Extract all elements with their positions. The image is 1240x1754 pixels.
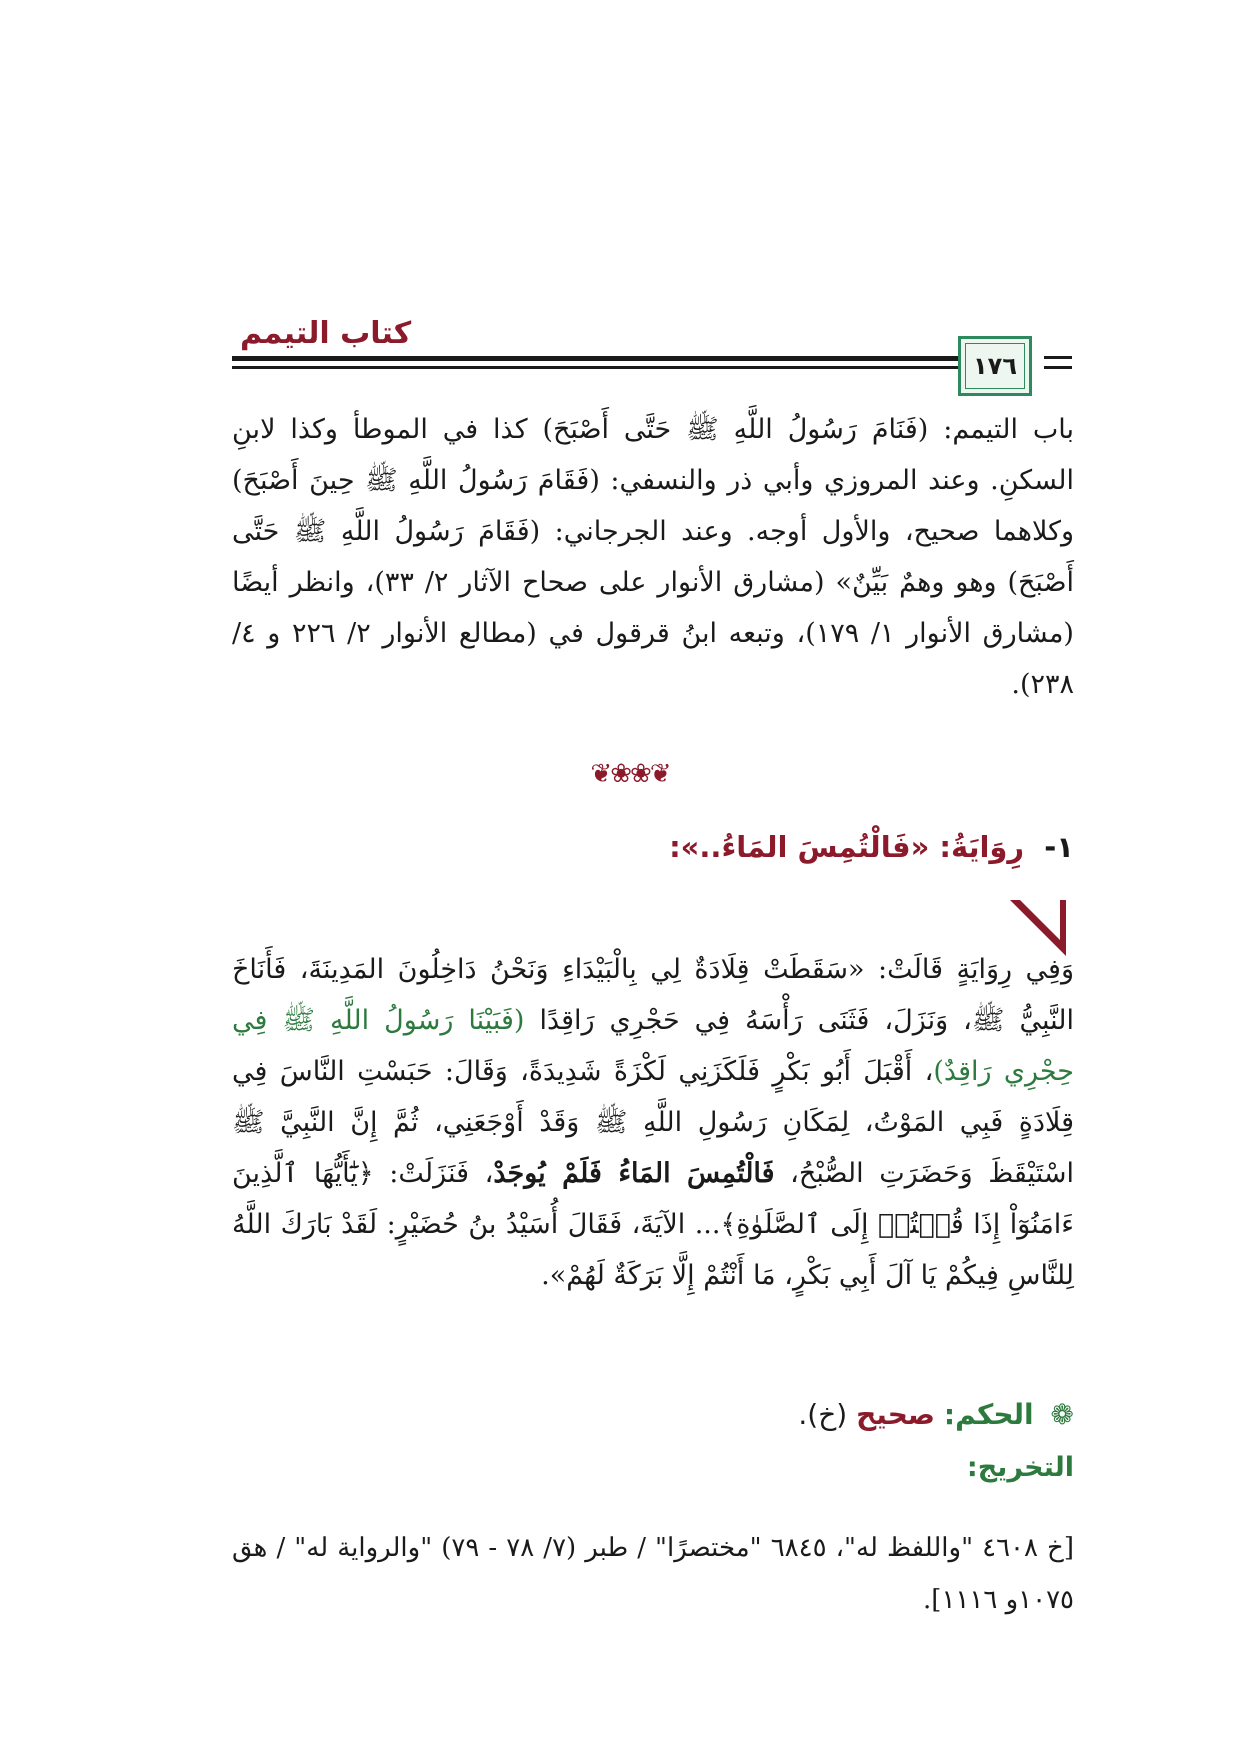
flower-icon: ❁: [1050, 1398, 1074, 1431]
header-rule-thin: [232, 366, 1024, 369]
section-number: ١-: [1044, 830, 1074, 864]
header-rule-right-thin: [1044, 366, 1072, 369]
takhrij-text: [خ ٤٦٠٨ "واللفظ له"، ٦٨٤٥ "مختصرًا" / طبر (٧/ ٧٨ - ٧٩) "والرواية له" / هق ١٠٧٥و ١١١٦].: [232, 1533, 1074, 1615]
takhrij-heading: التخريج:: [966, 1452, 1074, 1483]
hadith-text: [232, 944, 1074, 1301]
section-title: رِوَايَةُ: «فَالْتُمِسَ المَاءُ..»:: [669, 830, 1025, 864]
intro-paragraph: باب التيمم: (فَنَامَ رَسُولُ اللَّهِ ﷺ حَتَّى أَصْبَحَ) كذا في الموطأ وكذا لابنِ السكنِ. وعند المروزي وأبي ذر والنسفي: (فَقَامَ رَسُولُ اللَّهِ ﷺ حِينَ أَصْبَحَ) وكلاهما صحيح، والأول أوجه. وعند الجرجاني: (فَقَامَ رَسُولُ اللَّهِ ﷺ حَتَّى أَصْبَحَ) وهو وهمٌ بَيِّنٌ» (مشارق الأنوار على صحاح الآثار ٢/ ٣٣)، وانظر أيضًا (مشارق الأنوار ١/ ١٧٩)، وتبعه ابنُ قرقول في (مطالع الأنوار ٢/ ٢٢٦ و ٤/ ٢٣٨).: [232, 414, 1074, 700]
hadith-part-3: ، فَنَزَلَتْ: ﴿يَٰٓأَيُّهَا ٱلَّذِينَ ءَامَنُوٓاْ إِذَا قُمۡتُمۡ إِلَى ٱلصَّلَوٰةِ﴾... الآيَةَ، فَقَالَ أُسَيْدُ بنُ حُضَيْرٍ: لَقَدْ بَارَكَ اللَّهُ لِلنَّاسِ فِيكُمْ يَا آلَ أَبِي بَكْرٍ، مَا أَنْتُمْ إِلَّا بَرَكَةٌ لَهُمْ».: [232, 1158, 1074, 1291]
hadith-green-variant: (فَبَيْنَا رَسُولُ اللَّهِ ﷺ فِي حِجْرِي رَاقِدٌ): [232, 1005, 1074, 1087]
hadith-part-1: وَفِي رِوَايَةٍ قَالَتْ: «سَقَطَتْ قِلَادَةٌ لِي بِالْبَيْدَاءِ وَنَحْنُ دَاخِلُونَ المَدِينَةَ، فَأَنَاخَ النَّبِيُّ ﷺ، وَنَزَلَ، فَثَنَى رَأْسَهُ فِي حَجْرِي رَاقِدًا: [232, 954, 1074, 1036]
page-number-badge: [958, 336, 1032, 396]
ruling-value: صحيح: [856, 1398, 935, 1431]
header-rule-thick: [232, 356, 1024, 361]
hadith-bold-phrase: فَالْتُمِسَ المَاءُ فَلَمْ يُوجَدْ: [493, 1158, 775, 1189]
ruling-suffix: (خ).: [798, 1398, 857, 1431]
ruling-label: الحكم:: [943, 1398, 1034, 1431]
ruling-line: [798, 1398, 1074, 1431]
header-rule-right-thick: [1044, 356, 1072, 359]
chapter-title: كتاب التيمم: [240, 316, 412, 351]
hadith-part-2: ، أَقْبَلَ أَبُو بَكْرٍ فَلَكَزَنِي لَكْزَةً شَدِيدَةً، وَقَالَ: حَبَسْتِ النَّاسَ فِي قِلَادَةٍ فَبِي المَوْتُ، لِمَكَانِ رَسُولِ اللَّهِ ﷺ وَقَدْ أَوْجَعَنِي، ثُمَّ إِنَّ النَّبِيَّ ﷺ اسْتَيْقَظَ وَحَضَرَتِ الصُّبْحُ،: [232, 1056, 1074, 1189]
section-heading: [669, 830, 1074, 864]
page-number: ١٧٦: [973, 352, 1017, 380]
corner-marker-inner: [1020, 900, 1060, 940]
ornament-divider-icon: ❦❀❀❦: [590, 759, 670, 789]
